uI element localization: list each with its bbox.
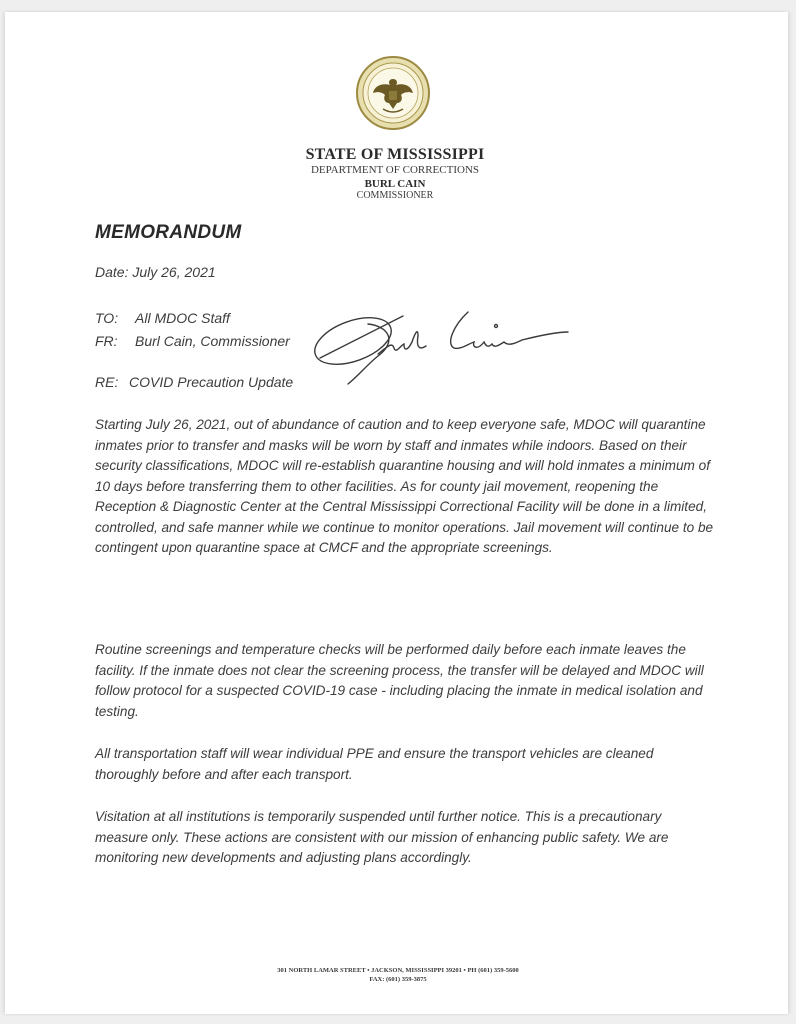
footer-address: 301 NORTH LAMAR STREET • JACKSON, MISSISSIPPI 39201 • PH (601) 359-5600 — [277, 967, 519, 974]
memo-to — [95, 310, 230, 326]
from-label: FR: — [95, 333, 118, 349]
date-value: July 26, 2021 — [132, 264, 216, 280]
body-paragraph-2: Routine screenings and temperature checks will be performed daily before each inmate leaves the facility. If the inmate does not clear the screening process, the transfer will be delayed and MDOC will follow protocol for a suspected COVID-19 case - including placing the inmate in medical isolation and testing. — [95, 642, 704, 719]
subject-value: COVID Precaution Update — [129, 374, 294, 390]
memo-title: MEMORANDUM — [95, 222, 242, 243]
state-seal-icon — [355, 55, 431, 131]
memo-date — [95, 264, 216, 280]
to-value: All MDOC Staff — [135, 310, 230, 326]
body-paragraph-4: Visitation at all institutions is temporarily suspended until further notice. This is a precautionary measure only. These actions are consistent with our mission of enhancing public safety. We are monitoring new developments and adjusting plans accordingly. — [95, 809, 669, 865]
letterhead-title: COMMISSIONER — [356, 190, 434, 201]
letterhead-name: BURL CAIN — [364, 178, 426, 190]
signature-icon — [308, 296, 598, 396]
body-paragraph-1: Starting July 26, 2021, out of abundance of caution and to keep everyone safe, MDOC will quarantine inmates prior to transfer and masks will be worn by staff and inmates while indoors. Based on their security classifications, MDOC will re-establish quarantine housing and will hold inmates a minimum of 10 days before transferring them to other facilities. As for county jail movement, reopening the Reception & Diagnostic Center at the Central Mississippi Correctional Facility will be done in a limited, controlled, and safe manner while we continue to monitor operations. Jail movement will continue to be contingent upon quarantine space at CMCF and the appropriate screenings. — [95, 417, 714, 555]
memo-from — [95, 333, 290, 349]
memo-subject — [95, 374, 293, 390]
body-paragraph-3: All transportation staff will wear individual PPE and ensure the transport vehicles are cleaned thoroughly before and after each transport. — [95, 746, 654, 782]
date-label: Date: — [95, 264, 129, 280]
footer-fax: FAX: (601) 359-3875 — [369, 976, 427, 983]
footer — [0, 966, 796, 984]
subject-label: RE: — [95, 374, 119, 390]
from-value: Burl Cain, Commissioner — [135, 333, 290, 349]
letterhead-department: DEPARTMENT OF CORRECTIONS — [310, 164, 480, 176]
letterhead-state: STATE OF MISSISSIPPI — [305, 146, 485, 163]
letterhead — [0, 146, 796, 201]
to-label: TO: — [95, 310, 119, 326]
